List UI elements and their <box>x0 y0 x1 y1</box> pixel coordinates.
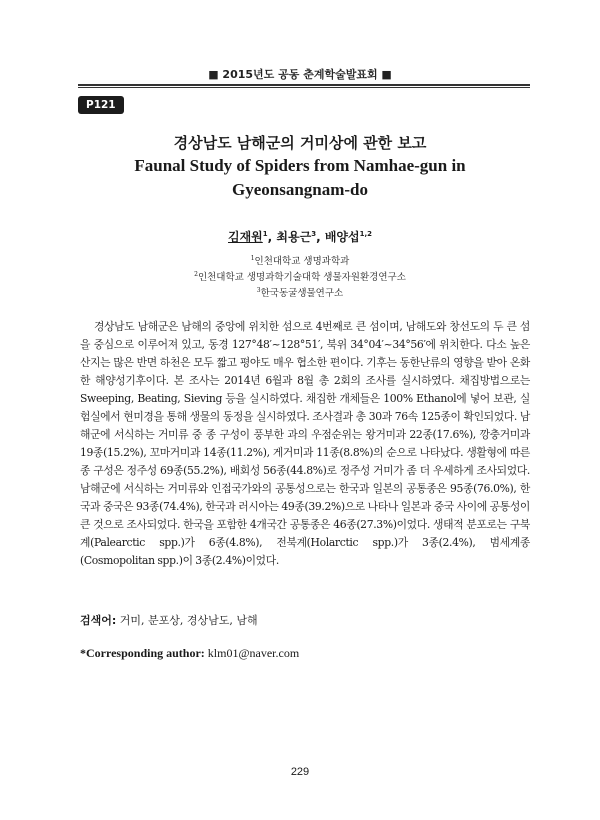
author-affiliation-mark: 1 <box>262 230 268 238</box>
abstract-text: 경상남도 남해군은 남해의 중앙에 위치한 섬으로 4번째로 큰 섬이며, 남해도와 창선도의 두 큰 섬을 중심으로 이루어져 있고, 동경 127°48′~128°51′, 북위 34°04′~34°56′에 위치한다. 다소 높은 산지는 많은 반면 하천은 모두 짧고 평야도 매우 협소한 편이다. 기후는 동한난류의 영향을 받아 온화한 해양성기후이다. 본 조사는 2014년 6월과 8월 총 2회의 조사를 실시하였다. 채집방법으로는 Sweeping, Beating, Sieving 등을 실시하였다. 채집한 개체들은 100% Ethanol에 넣어 보관, 실험실에서 현미경을 통해 생물의 동정을 실시하였다. 조사결과 총 30과 76속 125종이 확인되었다. 남해군에 서식하는 거미류 중 종 구성이 풍부한 과의 우점순위는 왕거미과 22종(17.6%), 깡충거미과 19종(15.2%), 꼬마거미과 14종(11.2%), 게거미과 11종(8.8%)의 순으로 나타났다. 생활형에 따른 종 구성은 정주성 69종(55.2%), 배회성 56종(44.8%)로 정주성 거미가 좀 더 우세하게 조사되었다. 남해군에 서식하는 거미류와 인접국가와의 공통성으로는 한국과 일본의 공통종은 95종(76.0%), 한국과 중국은 93종(74.4%), 한국과 러시아는 49종(39.2%)으로 나타나 일본과 중국 사이에 공통성이 큰 것으로 조사되었다. 한국을 포함한 4개국간 공통종은 46종(27.3%)이었다. 생태적 분포로는 구북계(Palearctic spp.)가 6종(4.8%), 전북계(Holarctic spp.)가 3종(2.4%), 범세계종(Cosmopolitan spp.)이 3종(2.4%)이었다. <box>80 320 530 567</box>
abstract-paragraph <box>80 318 530 570</box>
affiliation-line <box>0 268 600 284</box>
title-korean: 경상남도 남해군의 거미상에 관한 보고 <box>173 134 427 152</box>
header-rule-thin <box>78 87 530 88</box>
author-affiliation-mark: 1,2 <box>359 230 372 238</box>
author-name: 배양섭 <box>324 230 360 244</box>
keywords-text: 거미, 분포상, 경상남도, 남해 <box>119 614 258 627</box>
affiliation-mark: 2 <box>194 271 198 279</box>
affiliation-text: 인천대학교 생명과학기술대학 생물자원환경연구소 <box>197 272 406 284</box>
corresponding-author-line <box>80 646 299 661</box>
affiliation-line <box>0 284 600 300</box>
author-list: 김재원$^1$, 최용근$^3$, 배양섭$^{1,2}$ <box>228 230 372 244</box>
affiliation-mark: 1 <box>250 255 255 262</box>
keywords-line <box>80 612 258 628</box>
affiliation-text: 한국동굴생물연구소 <box>260 288 344 300</box>
keywords-label: 검색어: <box>80 614 117 627</box>
corresponding-author-label: *Corresponding author: <box>80 646 205 660</box>
poster-number-badge: P121 <box>78 96 124 114</box>
affiliation-line <box>0 252 600 268</box>
title-english: Faunal Study of Spiders from Namhae-gun in Gyeonsangnam-do <box>134 156 466 199</box>
affiliation-text: 인천대학교 생명과학과 <box>254 256 350 268</box>
affiliation-list <box>0 252 600 300</box>
author-affiliation-mark: 3 <box>311 230 317 238</box>
author-name: 최용근 <box>276 230 312 244</box>
page-number: 229 <box>290 766 310 778</box>
conference-header: ■ 2015년도 공동 춘계학술발표회 ■ <box>208 68 392 81</box>
author-name: 김재원 <box>228 230 263 244</box>
corresponding-author-email: klm01@naver.com <box>207 646 300 660</box>
affiliation-mark: 3 <box>256 287 261 295</box>
header-rule-thick <box>78 84 530 86</box>
